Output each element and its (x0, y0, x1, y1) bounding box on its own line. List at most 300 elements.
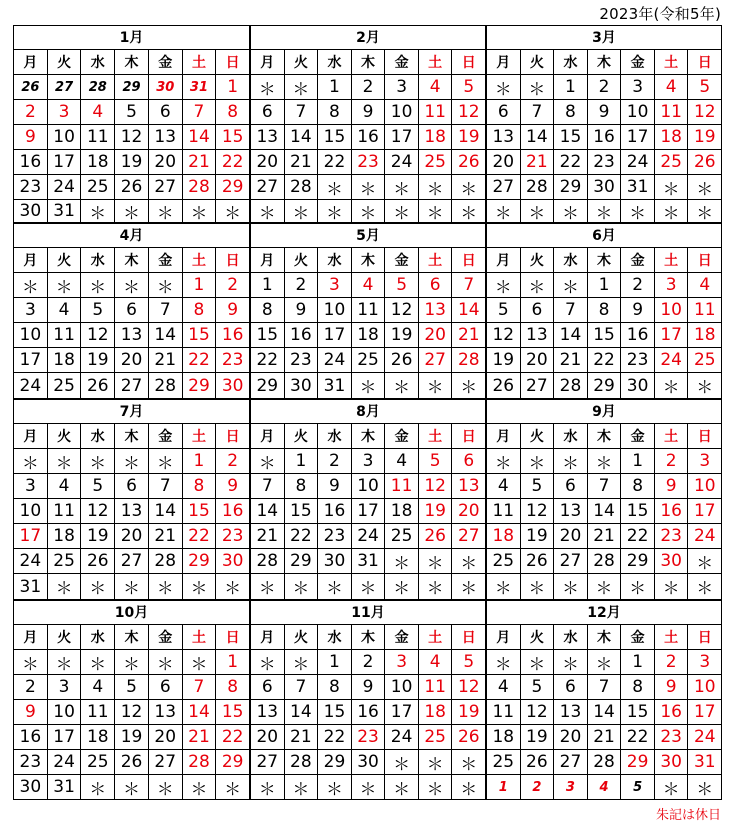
day-cell: 15 (588, 323, 622, 347)
week-row (251, 175, 485, 200)
empty-day-cell: ＊ (655, 200, 689, 222)
day-cell: 20 (554, 725, 588, 749)
day-cell: 21 (183, 725, 217, 749)
empty-day-cell: ＊ (521, 75, 555, 99)
day-cell: 1 (183, 273, 217, 297)
day-cell: 15 (285, 499, 319, 523)
weekday-header-row (251, 50, 485, 75)
weekday-label: 日 (461, 253, 476, 269)
day-cell: 25 (693, 350, 716, 370)
weekday-label: 火 (521, 424, 555, 448)
month-title: 10月 (14, 601, 249, 625)
week-row (487, 549, 721, 574)
day-cell: 14 (521, 125, 555, 149)
day-cell: 27 (521, 373, 555, 398)
weekday-label: 日 (697, 429, 712, 445)
empty-day-cell: ＊ (183, 574, 217, 599)
weekday-label: 土 (419, 424, 453, 448)
day-cell: 29 (183, 373, 217, 398)
day-cell: 9 (227, 300, 239, 320)
weekday-header-row (487, 50, 721, 75)
day-cell: 3 (385, 75, 419, 99)
weekday-label: 土 (419, 248, 453, 272)
week-row (487, 775, 721, 799)
empty-day-cell: ＊ (696, 779, 714, 800)
day-cell: 27 (251, 750, 285, 774)
day-cell: 21 (521, 150, 555, 174)
weekday-header-row (251, 625, 485, 650)
empty-day-cell: ＊ (419, 549, 453, 573)
day-cell: 1 (621, 449, 655, 473)
day-cell: 6 (554, 474, 588, 498)
weekday-label: 木 (352, 50, 386, 74)
empty-day-cell: ＊ (554, 449, 588, 473)
day-cell: 9 (352, 100, 386, 124)
day-cell: 25 (655, 150, 689, 174)
day-cell: 20 (521, 348, 555, 372)
day-cell: 2 (521, 775, 555, 799)
day-cell: 12 (457, 677, 480, 697)
week-row (487, 675, 721, 700)
day-cell: 2 (621, 273, 655, 297)
day-cell: 14 (285, 125, 319, 149)
day-cell: 21 (285, 150, 319, 174)
weekday-label: 日 (461, 630, 476, 646)
day-cell: 12 (115, 125, 149, 149)
day-cell: 5 (487, 298, 521, 322)
weekday-label: 金 (385, 625, 419, 649)
week-row (251, 574, 485, 599)
day-cell: 6 (463, 451, 475, 471)
day-cell: 21 (183, 150, 217, 174)
empty-day-cell: ＊ (251, 449, 285, 473)
weekday-label: 金 (149, 50, 183, 74)
day-cell: 29 (183, 549, 217, 573)
week-row (251, 725, 485, 750)
day-cell: 19 (457, 127, 480, 147)
empty-day-cell: ＊ (460, 179, 478, 200)
day-cell: 18 (352, 323, 386, 347)
day-cell: 5 (463, 652, 475, 672)
week-row (251, 298, 485, 323)
week-row (14, 650, 249, 675)
weekday-label: 木 (352, 625, 386, 649)
day-cell: 16 (352, 125, 386, 149)
week-row (14, 675, 249, 700)
day-cell: 26 (457, 152, 480, 172)
day-cell: 30 (621, 373, 655, 398)
weekday-label: 木 (352, 248, 386, 272)
day-cell: 25 (352, 348, 386, 372)
day-cell: 14 (149, 499, 183, 523)
day-cell: 8 (621, 675, 655, 699)
day-cell: 22 (621, 524, 655, 548)
weekday-header-row (251, 424, 485, 449)
day-cell: 3 (14, 298, 48, 322)
day-cell: 19 (115, 150, 149, 174)
day-cell: 22 (318, 150, 352, 174)
day-cell: 12 (487, 323, 521, 347)
empty-day-cell: ＊ (419, 373, 453, 398)
weekday-label: 日 (225, 55, 240, 71)
day-cell: 8 (318, 675, 352, 699)
day-cell: 27 (115, 549, 149, 573)
day-cell: 31 (621, 175, 655, 199)
empty-day-cell: ＊ (224, 779, 242, 800)
day-cell: 26 (385, 348, 419, 372)
day-cell: 12 (521, 700, 555, 724)
day-cell: 11 (385, 474, 419, 498)
day-cell: 26 (521, 549, 555, 573)
day-cell: 27 (48, 75, 82, 99)
day-cell: 8 (183, 474, 217, 498)
empty-day-cell: ＊ (14, 273, 48, 297)
day-cell: 3 (385, 650, 419, 674)
empty-day-cell: ＊ (655, 373, 689, 398)
day-cell: 23 (14, 750, 48, 774)
day-cell: 10 (318, 298, 352, 322)
weekday-label: 土 (183, 248, 217, 272)
day-cell: 22 (621, 725, 655, 749)
empty-day-cell: ＊ (352, 373, 386, 398)
weekday-label: 水 (81, 424, 115, 448)
day-cell: 30 (285, 373, 319, 398)
day-cell: 28 (183, 175, 217, 199)
month-title: 5月 (251, 224, 485, 248)
week-row (251, 474, 485, 499)
empty-day-cell: ＊ (385, 750, 419, 774)
day-cell: 13 (251, 700, 285, 724)
day-cell: 25 (385, 524, 419, 548)
day-cell: 10 (352, 474, 386, 498)
week-row (251, 750, 485, 775)
day-cell: 5 (463, 77, 475, 97)
day-cell: 22 (183, 348, 217, 372)
day-cell: 14 (251, 499, 285, 523)
day-cell: 5 (385, 273, 419, 297)
day-cell: 23 (352, 725, 386, 749)
empty-day-cell: ＊ (115, 200, 149, 222)
day-cell: 8 (554, 100, 588, 124)
empty-day-cell: ＊ (588, 200, 622, 222)
day-cell: 26 (115, 175, 149, 199)
day-cell: 19 (521, 725, 555, 749)
day-cell: 8 (183, 298, 217, 322)
empty-day-cell: ＊ (460, 779, 478, 800)
weekday-label: 金 (621, 424, 655, 448)
day-cell: 7 (149, 474, 183, 498)
week-row (487, 650, 721, 675)
empty-day-cell: ＊ (460, 754, 478, 775)
day-cell: 27 (149, 750, 183, 774)
day-cell: 15 (221, 702, 244, 722)
day-cell: 27 (554, 549, 588, 573)
empty-day-cell: ＊ (487, 200, 521, 222)
weekday-label: 月 (14, 424, 48, 448)
day-cell: 5 (419, 449, 453, 473)
weekday-label: 水 (81, 50, 115, 74)
day-cell: 25 (487, 549, 521, 573)
day-cell: 24 (14, 373, 48, 398)
weekday-label: 火 (48, 625, 82, 649)
weekday-label: 月 (487, 50, 521, 74)
day-cell: 26 (115, 750, 149, 774)
day-cell: 3 (318, 273, 352, 297)
weekday-label: 水 (554, 50, 588, 74)
day-cell: 16 (588, 125, 622, 149)
day-cell: 3 (621, 75, 655, 99)
weekday-label: 月 (487, 248, 521, 272)
empty-day-cell: ＊ (318, 175, 352, 199)
day-cell: 2 (588, 75, 622, 99)
empty-day-cell: ＊ (14, 650, 48, 674)
weekday-label: 水 (554, 424, 588, 448)
week-row (487, 750, 721, 775)
day-cell: 29 (621, 750, 655, 774)
day-cell: 13 (149, 700, 183, 724)
weekday-header-row (14, 248, 249, 273)
weekday-header-row (14, 625, 249, 650)
week-row (251, 273, 485, 298)
day-cell: 17 (693, 501, 716, 521)
day-cell: 5 (115, 675, 149, 699)
day-cell: 17 (48, 150, 82, 174)
empty-day-cell: ＊ (696, 378, 714, 398)
weekday-label: 日 (697, 630, 712, 646)
weekday-label: 火 (521, 625, 555, 649)
day-cell: 1 (318, 650, 352, 674)
day-cell: 3 (699, 652, 711, 672)
day-cell: 12 (419, 474, 453, 498)
day-cell: 25 (419, 150, 453, 174)
empty-day-cell: ＊ (14, 449, 48, 473)
day-cell: 16 (285, 323, 319, 347)
day-cell: 8 (227, 102, 239, 122)
day-cell: 18 (487, 725, 521, 749)
empty-day-cell: ＊ (183, 775, 217, 799)
day-cell: 12 (385, 298, 419, 322)
day-cell: 22 (251, 348, 285, 372)
day-cell: 10 (385, 100, 419, 124)
day-cell: 28 (149, 549, 183, 573)
month-11 (250, 600, 486, 800)
day-cell: 26 (81, 373, 115, 398)
weekday-label: 土 (655, 50, 689, 74)
month-title: 11月 (251, 601, 485, 625)
day-cell: 7 (521, 100, 555, 124)
day-cell: 21 (554, 348, 588, 372)
empty-day-cell: ＊ (385, 175, 419, 199)
day-cell: 29 (251, 373, 285, 398)
week-row (251, 373, 485, 398)
day-cell: 9 (621, 298, 655, 322)
month-title: 7月 (14, 400, 249, 424)
weekday-label: 水 (81, 248, 115, 272)
empty-day-cell: ＊ (149, 775, 183, 799)
day-cell: 25 (48, 373, 82, 398)
day-cell: 3 (352, 449, 386, 473)
empty-day-cell: ＊ (419, 175, 453, 199)
day-cell: 6 (521, 298, 555, 322)
empty-day-cell: ＊ (487, 449, 521, 473)
day-cell: 20 (149, 725, 183, 749)
day-cell: 12 (693, 102, 716, 122)
week-row (251, 150, 485, 175)
day-cell: 15 (183, 323, 217, 347)
weekday-label: 月 (251, 50, 285, 74)
month-title: 9月 (487, 400, 721, 424)
day-cell: 23 (221, 526, 244, 546)
weekday-label: 土 (183, 625, 217, 649)
empty-day-cell: ＊ (149, 449, 183, 473)
week-row (14, 125, 249, 150)
day-cell: 15 (621, 499, 655, 523)
day-cell: 7 (285, 675, 319, 699)
day-cell: 17 (14, 524, 48, 548)
day-cell: 18 (81, 725, 115, 749)
day-cell: 4 (487, 474, 521, 498)
weekday-label: 月 (251, 248, 285, 272)
weekday-label: 木 (588, 248, 622, 272)
weekday-label: 金 (385, 50, 419, 74)
day-cell: 24 (385, 150, 419, 174)
day-cell: 1 (227, 77, 239, 97)
day-cell: 30 (14, 200, 48, 222)
day-cell: 6 (487, 100, 521, 124)
empty-day-cell: ＊ (115, 449, 149, 473)
empty-day-cell: ＊ (48, 273, 82, 297)
day-cell: 24 (693, 727, 716, 747)
month-title: 12月 (487, 601, 721, 625)
empty-day-cell: ＊ (588, 650, 622, 674)
week-row (487, 200, 721, 222)
day-cell: 29 (285, 549, 319, 573)
day-cell: 23 (352, 150, 386, 174)
weekday-label: 土 (419, 50, 453, 74)
day-cell: 19 (487, 348, 521, 372)
day-cell: 5 (115, 100, 149, 124)
empty-day-cell: ＊ (318, 775, 352, 799)
weekday-label: 水 (318, 50, 352, 74)
week-row (14, 725, 249, 750)
month-9 (486, 399, 722, 600)
day-cell: 13 (149, 125, 183, 149)
weekday-label: 日 (461, 429, 476, 445)
week-row (487, 373, 721, 398)
weekday-label: 水 (318, 248, 352, 272)
day-cell: 29 (115, 75, 149, 99)
day-cell: 22 (221, 727, 244, 747)
day-cell: 16 (621, 323, 655, 347)
empty-day-cell: ＊ (149, 650, 183, 674)
day-cell: 11 (352, 298, 386, 322)
day-cell: 20 (149, 150, 183, 174)
day-cell: 24 (352, 524, 386, 548)
week-row (487, 298, 721, 323)
day-cell: 18 (48, 524, 82, 548)
week-row (14, 499, 249, 524)
day-cell: 21 (251, 524, 285, 548)
day-cell: 3 (554, 775, 588, 799)
day-cell: 30 (221, 551, 244, 571)
day-cell: 13 (115, 323, 149, 347)
day-cell: 3 (48, 100, 82, 124)
day-cell: 30 (655, 549, 689, 573)
week-row (251, 524, 485, 549)
day-cell: 18 (487, 524, 521, 548)
day-cell: 11 (419, 100, 453, 124)
day-cell: 14 (457, 300, 480, 320)
day-cell: 16 (221, 501, 244, 521)
day-cell: 24 (48, 175, 82, 199)
day-cell: 2 (352, 75, 386, 99)
week-row (14, 449, 249, 474)
day-cell: 16 (352, 700, 386, 724)
weekday-label: 月 (14, 625, 48, 649)
day-cell: 26 (457, 727, 480, 747)
day-cell: 1 (621, 650, 655, 674)
empty-day-cell: ＊ (419, 775, 453, 799)
weekday-label: 水 (318, 424, 352, 448)
day-cell: 1 (554, 75, 588, 99)
month-3 (486, 25, 722, 223)
weekday-label: 日 (461, 55, 476, 71)
day-cell: 5 (521, 675, 555, 699)
empty-day-cell: ＊ (460, 378, 478, 398)
weekday-label: 木 (115, 625, 149, 649)
weekday-header-row (487, 424, 721, 449)
day-cell: 23 (655, 524, 689, 548)
day-cell: 16 (14, 725, 48, 749)
week-row (251, 675, 485, 700)
day-cell: 15 (554, 125, 588, 149)
weekday-label: 木 (588, 424, 622, 448)
day-cell: 13 (457, 476, 480, 496)
empty-day-cell: ＊ (285, 775, 319, 799)
empty-day-cell: ＊ (460, 579, 478, 599)
week-row (14, 750, 249, 775)
day-cell: 10 (693, 476, 716, 496)
empty-day-cell: ＊ (419, 200, 453, 222)
week-row (251, 100, 485, 125)
week-row (14, 100, 249, 125)
day-cell: 23 (285, 348, 319, 372)
day-cell: 27 (419, 348, 453, 372)
day-cell: 30 (318, 549, 352, 573)
week-row (487, 150, 721, 175)
empty-day-cell: ＊ (81, 574, 115, 599)
month-title: 6月 (487, 224, 721, 248)
weekday-header-row (487, 625, 721, 650)
day-cell: 7 (183, 100, 217, 124)
day-cell: 29 (554, 175, 588, 199)
day-cell: 9 (14, 125, 48, 149)
empty-day-cell: ＊ (183, 650, 217, 674)
day-cell: 30 (352, 750, 386, 774)
day-cell: 2 (14, 675, 48, 699)
empty-day-cell: ＊ (81, 650, 115, 674)
day-cell: 26 (521, 750, 555, 774)
empty-day-cell: ＊ (285, 650, 319, 674)
day-cell: 25 (81, 750, 115, 774)
week-row (14, 700, 249, 725)
weekday-label: 月 (251, 424, 285, 448)
day-cell: 17 (352, 499, 386, 523)
day-cell: 4 (81, 675, 115, 699)
empty-day-cell: ＊ (554, 650, 588, 674)
day-cell: 20 (115, 524, 149, 548)
day-cell: 6 (115, 298, 149, 322)
